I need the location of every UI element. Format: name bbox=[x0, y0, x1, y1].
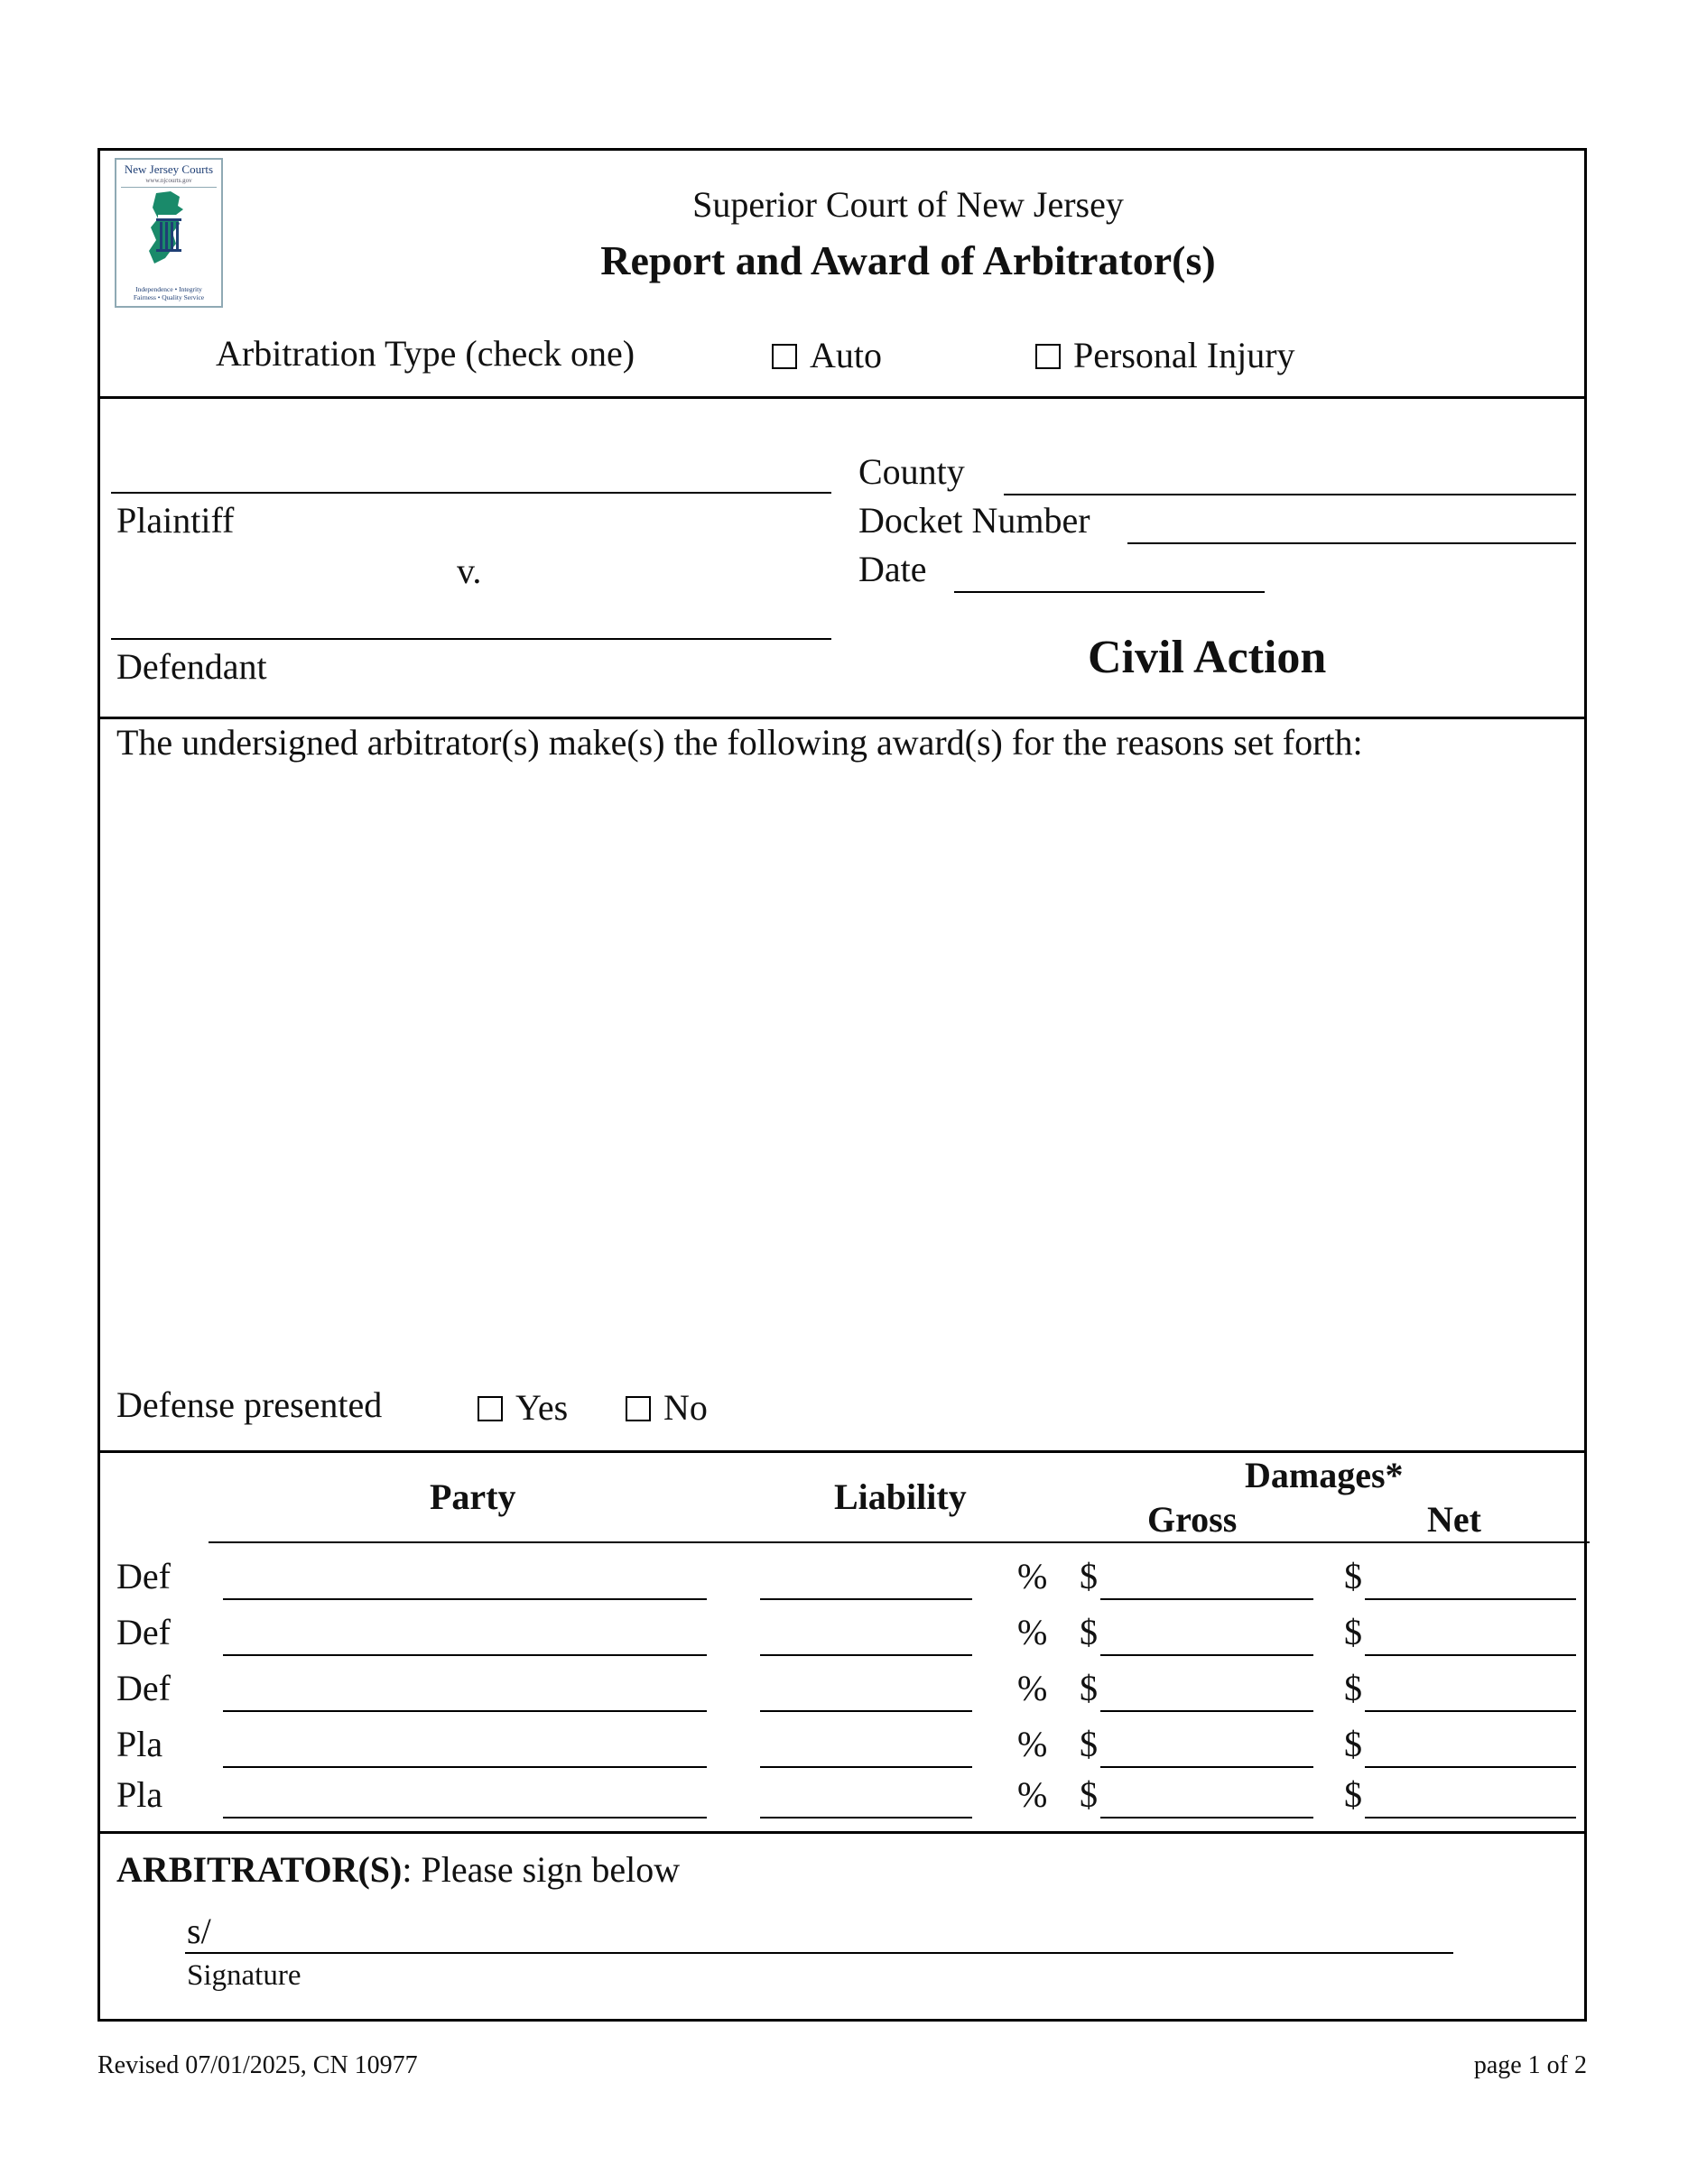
net-dollar-symbol: $ bbox=[1344, 1668, 1362, 1708]
net-dollar-symbol: $ bbox=[1344, 1724, 1362, 1764]
gross-header: Gross bbox=[1147, 1499, 1238, 1540]
county-label: County bbox=[858, 451, 965, 492]
row-party-type: Pla bbox=[116, 1724, 163, 1764]
net-damages-line[interactable] bbox=[1365, 1817, 1576, 1818]
net-damages-line[interactable] bbox=[1365, 1766, 1576, 1768]
revision-info: Revised 07/01/2025, CN 10977 bbox=[97, 2051, 418, 2079]
auto-checkbox[interactable] bbox=[772, 344, 797, 369]
defense-yes[interactable] bbox=[478, 1387, 569, 1428]
party-name-line[interactable] bbox=[223, 1654, 707, 1656]
arbitration-type-label: Arbitration Type (check one) bbox=[216, 333, 635, 374]
civil-action-label: Civil Action bbox=[1088, 632, 1327, 683]
signature-label: Signature bbox=[187, 1959, 301, 1992]
gross-damages-line[interactable] bbox=[1100, 1766, 1313, 1768]
signature-heading bbox=[116, 1849, 681, 1890]
logo-org-name: New Jersey Courts bbox=[124, 162, 214, 176]
docket-number-label: Docket Number bbox=[858, 500, 1090, 541]
divider bbox=[100, 396, 1584, 399]
defense-no[interactable] bbox=[626, 1387, 708, 1428]
logo-tagline-2: Fairness • Quality Service bbox=[133, 293, 205, 301]
gross-dollar-symbol: $ bbox=[1080, 1774, 1098, 1815]
liability-line[interactable] bbox=[760, 1654, 972, 1656]
plaintiff-label: Plaintiff bbox=[116, 500, 235, 541]
defendant-label: Defendant bbox=[116, 646, 267, 687]
gross-dollar-symbol: $ bbox=[1080, 1724, 1098, 1764]
signature-prefix: s/ bbox=[187, 1911, 211, 1951]
liability-line[interactable] bbox=[760, 1766, 972, 1768]
auto-label: Auto bbox=[810, 335, 882, 375]
liability-line[interactable] bbox=[760, 1598, 972, 1600]
page-number: page 1 of 2 bbox=[1473, 2051, 1587, 2079]
signature-line[interactable] bbox=[185, 1952, 1453, 1954]
award-reasons-area[interactable] bbox=[111, 773, 1573, 1333]
date-line[interactable] bbox=[954, 591, 1265, 593]
defense-no-label: No bbox=[663, 1387, 708, 1428]
row-party-type: Pla bbox=[116, 1774, 163, 1815]
party-header: Party bbox=[430, 1476, 516, 1517]
court-name: Superior Court of New Jersey bbox=[692, 184, 1124, 225]
arbitration-type-auto[interactable] bbox=[772, 335, 882, 375]
liability-line[interactable] bbox=[760, 1817, 972, 1818]
gross-dollar-symbol: $ bbox=[1080, 1556, 1098, 1596]
net-header: Net bbox=[1427, 1499, 1481, 1540]
row-party-type: Def bbox=[116, 1556, 171, 1596]
divider bbox=[100, 1450, 1584, 1453]
percent-symbol: % bbox=[1017, 1668, 1048, 1708]
row-party-type: Def bbox=[116, 1612, 171, 1652]
defendant-line[interactable] bbox=[111, 638, 831, 640]
signature-heading-bold: ARBITRATOR(S) bbox=[116, 1849, 403, 1890]
plaintiff-line[interactable] bbox=[111, 492, 831, 494]
award-form bbox=[97, 148, 1587, 2022]
net-dollar-symbol: $ bbox=[1344, 1612, 1362, 1652]
party-name-line[interactable] bbox=[223, 1766, 707, 1768]
gross-damages-line[interactable] bbox=[1100, 1598, 1313, 1600]
percent-symbol: % bbox=[1017, 1556, 1048, 1596]
percent-symbol: % bbox=[1017, 1612, 1048, 1652]
form-title: Report and Award of Arbitrator(s) bbox=[600, 237, 1216, 283]
party-name-line[interactable] bbox=[223, 1817, 707, 1818]
award-statement: The undersigned arbitrator(s) make(s) the following award(s) for the reasons set forth: bbox=[116, 722, 1363, 763]
table-header-rule bbox=[209, 1541, 1590, 1543]
percent-symbol: % bbox=[1017, 1724, 1048, 1764]
personal-injury-label: Personal Injury bbox=[1073, 335, 1295, 375]
gross-dollar-symbol: $ bbox=[1080, 1668, 1098, 1708]
defense-yes-label: Yes bbox=[515, 1387, 569, 1428]
signature-heading-rest: : Please sign below bbox=[402, 1849, 681, 1890]
nj-courts-logo bbox=[115, 158, 223, 308]
personal-injury-checkbox[interactable] bbox=[1035, 344, 1061, 369]
gross-damages-line[interactable] bbox=[1100, 1817, 1313, 1818]
net-damages-line[interactable] bbox=[1365, 1710, 1576, 1712]
docket-number-line[interactable] bbox=[1127, 542, 1576, 544]
gross-damages-line[interactable] bbox=[1100, 1710, 1313, 1712]
logo-tagline-1: Independence • Integrity bbox=[135, 285, 202, 293]
net-dollar-symbol: $ bbox=[1344, 1556, 1362, 1596]
row-party-type: Def bbox=[116, 1668, 171, 1708]
county-line[interactable] bbox=[1004, 494, 1576, 495]
divider bbox=[100, 717, 1584, 719]
gross-dollar-symbol: $ bbox=[1080, 1612, 1098, 1652]
net-dollar-symbol: $ bbox=[1344, 1774, 1362, 1815]
percent-symbol: % bbox=[1017, 1774, 1048, 1815]
defense-presented-label: Defense presented bbox=[116, 1384, 383, 1425]
versus-label: v. bbox=[457, 551, 482, 591]
logo-url: www.njcourts.gov bbox=[121, 177, 217, 188]
logo-tagline bbox=[116, 285, 221, 301]
net-damages-line[interactable] bbox=[1365, 1654, 1576, 1656]
divider bbox=[100, 1831, 1584, 1834]
damages-header: Damages* bbox=[1245, 1455, 1404, 1495]
date-label: Date bbox=[858, 549, 927, 589]
liability-line[interactable] bbox=[760, 1710, 972, 1712]
gross-damages-line[interactable] bbox=[1100, 1654, 1313, 1656]
party-name-line[interactable] bbox=[223, 1710, 707, 1712]
liability-header: Liability bbox=[834, 1476, 967, 1517]
defense-yes-checkbox[interactable] bbox=[478, 1396, 503, 1421]
defense-no-checkbox[interactable] bbox=[626, 1396, 651, 1421]
arbitration-type-personal-injury[interactable] bbox=[1035, 335, 1295, 375]
party-name-line[interactable] bbox=[223, 1598, 707, 1600]
net-damages-line[interactable] bbox=[1365, 1598, 1576, 1600]
